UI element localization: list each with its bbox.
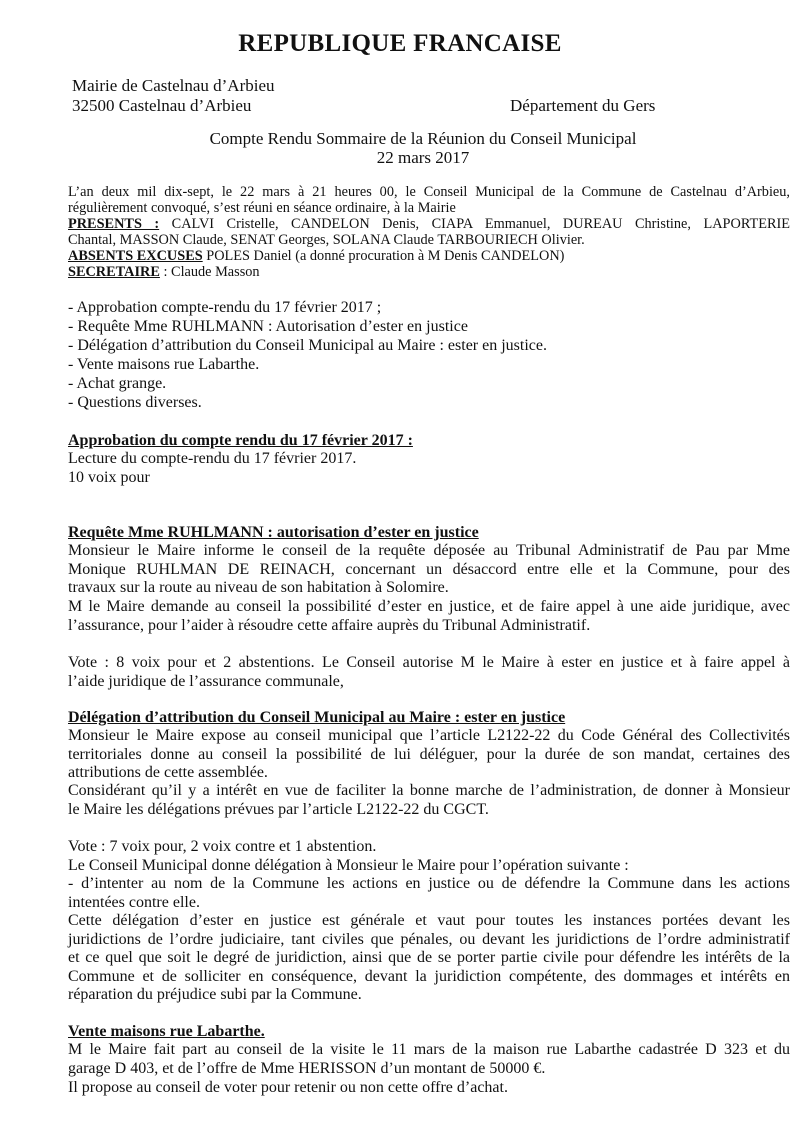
intro-line-1: L’an deux mil dix-sept, le 22 mars à 21 heures 00, le Conseil Municipal de la Commune de Castelnau d’Arbieu, bbox=[68, 184, 790, 200]
agenda-item: - Requête Mme RUHLMANN : Autorisation d’ester en justice bbox=[68, 318, 468, 335]
section-approbation-line-1: Lecture du compte-rendu du 17 février 2017. bbox=[68, 450, 357, 467]
presents-line bbox=[68, 216, 790, 232]
paragraph-line: intentées contre elle. bbox=[68, 893, 200, 911]
paragraph-line: Monique RUHLMAN DE REINACH, concernant un désaccord entre elle et la Commune, pour des bbox=[68, 560, 790, 578]
section-delegation-paragraph-4 bbox=[68, 875, 790, 912]
paragraph-line: M le Maire fait part au conseil de la visite le 11 mars de la maison rue Labarthe cadastrée D 323 et du bbox=[68, 1041, 790, 1058]
paragraph-line: Vote : 8 voix pour et 2 abstentions. Le Conseil autorise M le Maire à ester en justice et à faire appel à bbox=[68, 654, 790, 671]
section-delegation-paragraph-3: Le Conseil Municipal donne délégation à Monsieur le Maire pour l’opération suivante : bbox=[68, 857, 629, 874]
secretaire-text: : Claude Masson bbox=[159, 264, 260, 280]
section-requete-vote bbox=[68, 654, 790, 691]
paragraph-line: et ce quel que soit le degré de juridiction, ainsi que de se porter partie civile pour défendre les intérêts de la bbox=[68, 949, 790, 966]
paragraph-line: attributions de cette assemblée. bbox=[68, 764, 268, 781]
section-delegation-paragraph-2 bbox=[68, 782, 790, 819]
section-delegation-paragraph-5 bbox=[68, 912, 790, 1005]
presents-names: CALVI Cristelle, CANDELON Denis, CIAPA Emmanuel, DUREAU Christine, LAPORTERIE bbox=[159, 216, 790, 232]
paragraph-line: M le Maire demande au conseil la possibilité d’ester en justice, et de faire appel à une aide juridique, avec bbox=[68, 598, 790, 615]
paragraph-line: juridictions de l’ordre judiciaire, tant civiles que pénales, ou devant les juridictions de l’ordre administratif bbox=[68, 930, 790, 948]
section-requete-paragraph-1 bbox=[68, 542, 790, 598]
paragraph-line: le Maire les délégations prévues par l’article L2122-22 du CGCT. bbox=[68, 800, 489, 818]
section-requete-paragraph-2 bbox=[68, 598, 790, 635]
mairie-address: 32500 Castelnau d’Arbieu bbox=[72, 96, 252, 115]
section-heading-approbation: Approbation du compte rendu du 17 février 2017 : bbox=[68, 432, 413, 449]
paragraph-line: Commune et de solliciter en conséquence, devant la juridiction compétente, des dommages et intérêts en bbox=[68, 967, 790, 985]
absents-text: POLES Daniel (a donné procuration à M Denis CANDELON) bbox=[202, 248, 565, 264]
absents-label: ABSENTS EXCUSES bbox=[68, 248, 203, 264]
paragraph-line: territoriales donne au conseil la possibilité de lui déléguer, pour la durée de son mandat, certaines des bbox=[68, 745, 790, 763]
paragraph-line: - d’intenter au nom de la Commune les actions en justice ou de défendre la Commune dans les actions bbox=[68, 875, 790, 892]
section-heading-delegation: Délégation d’attribution du Conseil Municipal au Maire : ester en justice bbox=[68, 709, 566, 726]
paragraph-line: Monsieur le Maire expose au conseil municipal que l’article L2122-22 du Code Général des Collectivités bbox=[68, 727, 790, 744]
secretaire-line bbox=[68, 264, 790, 280]
paragraph-line: réparation du préjudice subi par la Commune. bbox=[68, 986, 362, 1003]
intro-line-2: régulièrement convoqué, s’est réuni en séance ordinaire, à la Mairie bbox=[68, 200, 456, 216]
agenda-item: - Approbation compte-rendu du 17 février 2017 ; bbox=[68, 299, 382, 316]
presents-names-2: Chantal, MASSON Claude, SENAT Georges, SOLANA Claude TARBOURIECH Olivier. bbox=[68, 232, 585, 248]
paragraph-line: l’aide juridique de l’assurance communale, bbox=[68, 672, 344, 690]
intro-block bbox=[68, 184, 790, 280]
agenda-item: - Questions diverses. bbox=[68, 394, 202, 411]
paragraph-line: Considérant qu’il y a intérêt en vue de faciliter la bonne marche de l’administration, de donner à Monsieur bbox=[68, 782, 790, 799]
agenda-list bbox=[68, 298, 547, 412]
paragraph-line: garage D 403, et de l’offre de Mme HERISSON d’un montant de 50000 €. bbox=[68, 1059, 546, 1077]
departement: Département du Gers bbox=[510, 96, 656, 115]
paragraph-line: travaux sur la route au niveau de son habitation à Solomire. bbox=[68, 579, 449, 596]
document-title: Compte Rendu Sommaire de la Réunion du Conseil Municipal bbox=[209, 129, 637, 148]
paragraph-line: Monsieur le Maire informe le conseil de la requête déposée au Tribunal Administratif de Pau par Mme bbox=[68, 542, 790, 559]
section-heading-vente: Vente maisons rue Labarthe. bbox=[68, 1023, 265, 1040]
section-vente-paragraph-2: Il propose au conseil de voter pour retenir ou non cette offre d’achat. bbox=[68, 1079, 508, 1096]
section-vente-paragraph-1 bbox=[68, 1041, 790, 1078]
page-title: REPUBLIQUE FRANCAISE bbox=[238, 30, 562, 57]
mairie-name: Mairie de Castelnau d’Arbieu bbox=[72, 76, 275, 95]
section-delegation-paragraph-1 bbox=[68, 727, 790, 783]
agenda-item: - Délégation d’attribution du Conseil Municipal au Maire : ester en justice. bbox=[68, 337, 547, 354]
section-heading-requete: Requête Mme RUHLMANN : autorisation d’ester en justice bbox=[68, 524, 479, 541]
section-approbation-line-2: 10 voix pour bbox=[68, 469, 150, 486]
absents-line bbox=[68, 248, 790, 264]
secretaire-label: SECRETAIRE bbox=[68, 264, 160, 280]
section-delegation-vote: Vote : 7 voix pour, 2 voix contre et 1 abstention. bbox=[68, 838, 377, 855]
presents-label: PRESENTS : bbox=[68, 216, 160, 232]
agenda-item: - Vente maisons rue Labarthe. bbox=[68, 356, 260, 373]
paragraph-line: Cette délégation d’ester en justice est générale et vaut pour toutes les instances portées devant les bbox=[68, 912, 790, 929]
agenda-item: - Achat grange. bbox=[68, 375, 167, 392]
document-date: 22 mars 2017 bbox=[376, 148, 470, 167]
paragraph-line: l’assurance, pour l’aider à résoudre cette affaire auprès du Tribunal Administratif. bbox=[68, 616, 591, 634]
